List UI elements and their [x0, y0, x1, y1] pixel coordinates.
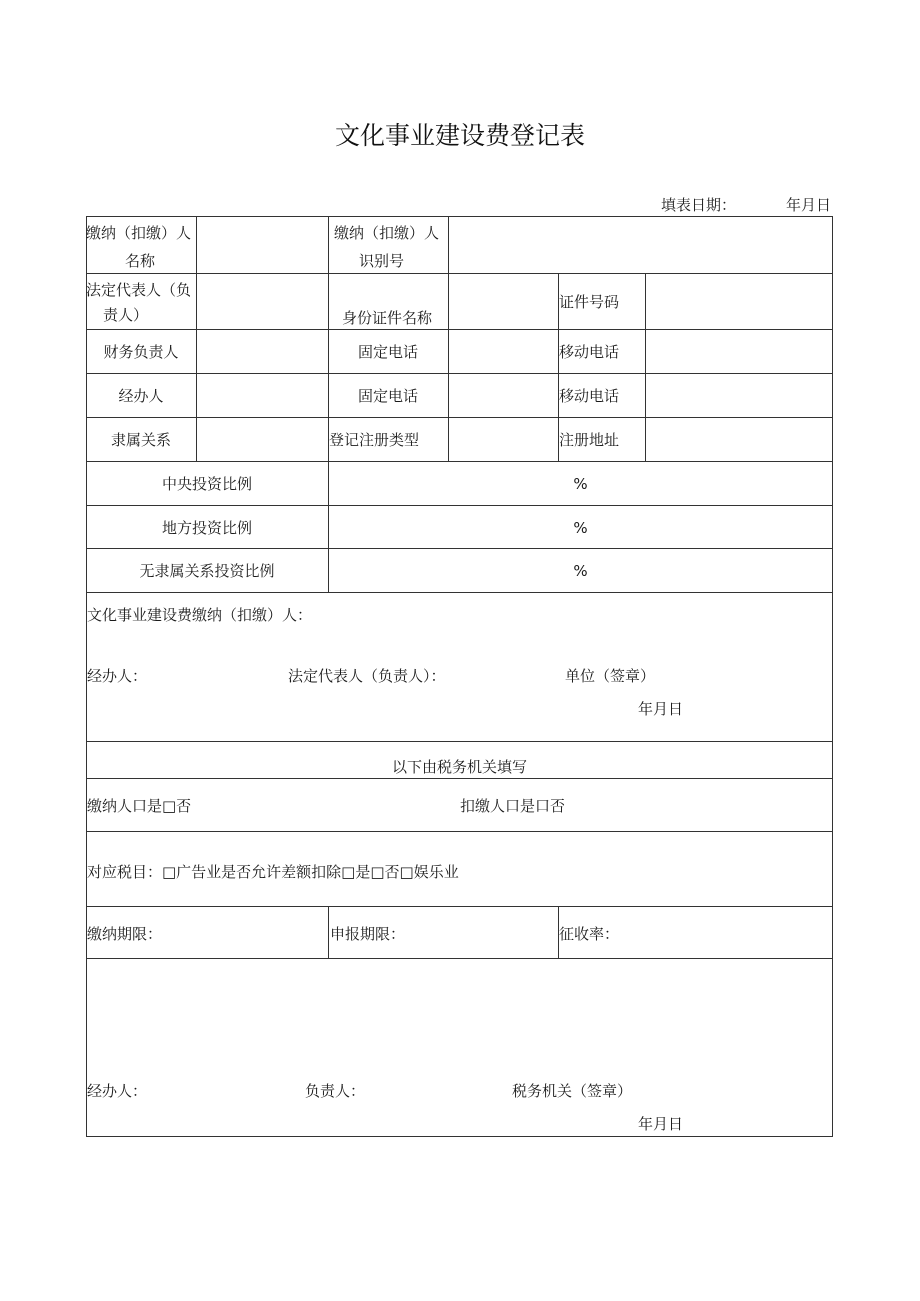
finance-head-label: 财务负责人	[103, 343, 179, 361]
local-ratio-label: 地方投资比例	[161, 519, 252, 537]
local-ratio-field[interactable]: %	[573, 519, 588, 537]
finance-mobile-field[interactable]	[646, 330, 832, 373]
legal-rep-label-2: 责人）	[103, 306, 149, 324]
rule	[86, 548, 833, 549]
reg-address-label: 注册地址	[559, 431, 620, 449]
payer-name-label-2: 名称	[125, 252, 156, 270]
affiliation-label: 隶属关系	[110, 431, 171, 449]
levy-rate-label: 征收率：	[559, 925, 620, 943]
legal-rep-field[interactable]	[197, 274, 328, 329]
nonaffiliated-ratio-label: 无隶属关系投资比例	[139, 562, 275, 580]
id-no-label: 证件号码	[559, 293, 620, 311]
handler-fixed-phone-field[interactable]	[449, 374, 558, 417]
declaration-legal-rep: 法定代表人（负责人）：	[288, 667, 446, 685]
rule	[86, 1136, 833, 1137]
central-ratio-label: 中央投资比例	[161, 475, 252, 493]
handler-mobile-field[interactable]	[646, 374, 832, 417]
rule	[832, 216, 833, 1137]
handler-label: 经办人	[118, 387, 164, 405]
form-title: 文化事业建设费登记表	[334, 121, 585, 150]
reg-type-field[interactable]	[449, 418, 558, 461]
payer-name-field[interactable]	[197, 217, 328, 273]
rule	[86, 741, 833, 742]
mobile-label: 移动电话	[559, 343, 620, 361]
central-ratio-field[interactable]: %	[573, 475, 588, 493]
affiliation-field[interactable]	[197, 418, 328, 461]
declaration-payer-line: 文化事业建设费缴纳（扣缴）人：	[87, 606, 313, 624]
fixed-phone-label: 固定电话	[357, 343, 418, 361]
fixed-phone-label-2: 固定电话	[357, 387, 418, 405]
mobile-label-2: 移动电话	[559, 387, 620, 405]
tax-items-line[interactable]: 对应税目：□广告业是否允许差额扣除□是□否□娱乐业	[87, 863, 459, 881]
payer-id-field[interactable]	[449, 217, 832, 273]
declaration-date: 年月日	[638, 700, 684, 718]
finance-fixed-phone-field[interactable]	[449, 330, 558, 373]
declare-period-label: 申报期限：	[330, 925, 406, 943]
registration-form	[86, 216, 833, 1137]
fill-date-ymd: 年月日	[786, 196, 832, 214]
id-no-field[interactable]	[646, 274, 832, 329]
payer-name-label-1: 缴纳（扣缴）人	[86, 224, 192, 242]
reg-type-label: 登记注册类型	[329, 431, 420, 449]
nonaffiliated-ratio-field[interactable]: %	[573, 562, 588, 580]
id-doc-name-label: 身份证件名称	[342, 309, 433, 327]
rule	[86, 958, 833, 959]
id-doc-name-field[interactable]	[449, 274, 558, 329]
rule	[328, 906, 329, 958]
handler-field[interactable]	[197, 374, 328, 417]
reg-address-field[interactable]	[646, 418, 832, 461]
payer-yes-no[interactable]: 缴纳人口是□否	[87, 797, 192, 815]
tax-responsible: 负责人：	[305, 1082, 366, 1100]
tax-office-header: 以下由税务机关填写	[391, 758, 527, 776]
payer-id-label-2: 识别号	[359, 252, 405, 270]
tax-office-date: 年月日	[638, 1115, 684, 1133]
finance-head-field[interactable]	[197, 330, 328, 373]
declaration-handler: 经办人：	[87, 667, 148, 685]
rule	[86, 505, 833, 506]
pay-period-label: 缴纳期限：	[87, 925, 163, 943]
legal-rep-label-1: 法定代表人（负	[86, 281, 192, 299]
withholder-yes-no[interactable]: 扣缴人口是口否	[460, 797, 566, 815]
declaration-unit-seal: 单位（签章）	[565, 667, 656, 685]
tax-office-seal: 税务机关（签章）	[512, 1082, 633, 1100]
rule	[86, 592, 833, 593]
rule	[86, 906, 833, 907]
payer-id-label-1: 缴纳（扣缴）人	[334, 224, 440, 242]
tax-handler: 经办人：	[87, 1082, 148, 1100]
fill-date-label: 填表日期：	[661, 196, 737, 214]
rule	[86, 831, 833, 832]
rule	[86, 461, 833, 462]
